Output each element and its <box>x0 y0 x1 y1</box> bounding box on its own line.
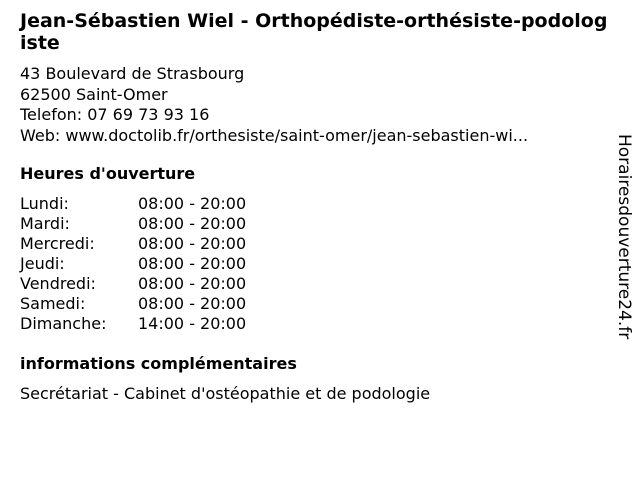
hours-row-monday <box>20 194 246 214</box>
address-block <box>20 64 528 146</box>
day-label: Lundi: <box>20 194 69 213</box>
hours-row-saturday <box>20 294 246 314</box>
hours-row-friday <box>20 274 246 294</box>
time-range: 08:00 - 20:00 <box>138 254 247 273</box>
hours-row-tuesday <box>20 214 246 234</box>
opening-hours-table <box>20 194 246 334</box>
hours-row-thursday <box>20 254 246 274</box>
additional-info-heading: informations complémentaires <box>20 354 297 373</box>
additional-info-text: Secrétariat - Cabinet d'ostéopathie et de podologie <box>20 384 431 403</box>
time-range: 08:00 - 20:00 <box>138 214 247 233</box>
day-label: Samedi: <box>20 294 86 313</box>
day-label: Mercredi: <box>20 234 95 253</box>
time-range: 08:00 - 20:00 <box>138 194 247 213</box>
time-range: 08:00 - 20:00 <box>138 294 247 313</box>
site-watermark: Horairesdouverture24.fr <box>614 134 634 340</box>
day-label: Jeudi: <box>20 254 65 273</box>
time-range: 14:00 - 20:00 <box>138 314 247 333</box>
city-postal-code: 62500 Saint-Omer <box>20 84 168 104</box>
street-address: 43 Boulevard de Strasbourg <box>20 64 245 83</box>
phone-number: Telefon: 07 69 73 93 16 <box>20 105 210 124</box>
day-label: Dimanche: <box>20 314 107 333</box>
opening-hours-heading: Heures d'ouverture <box>20 164 196 183</box>
day-label: Vendredi: <box>20 274 96 293</box>
time-range: 08:00 - 20:00 <box>138 234 247 253</box>
hours-row-wednesday <box>20 234 246 254</box>
hours-row-sunday <box>20 314 246 334</box>
time-range: 08:00 - 20:00 <box>138 274 247 293</box>
website-url: Web: www.doctolib.fr/orthesiste/saint-omer/jean-sebastien-wi... <box>20 125 529 145</box>
day-label: Mardi: <box>20 214 70 233</box>
page-title: Jean-Sébastien Wiel - Orthopédiste-orthésiste-podologiste <box>20 10 608 54</box>
